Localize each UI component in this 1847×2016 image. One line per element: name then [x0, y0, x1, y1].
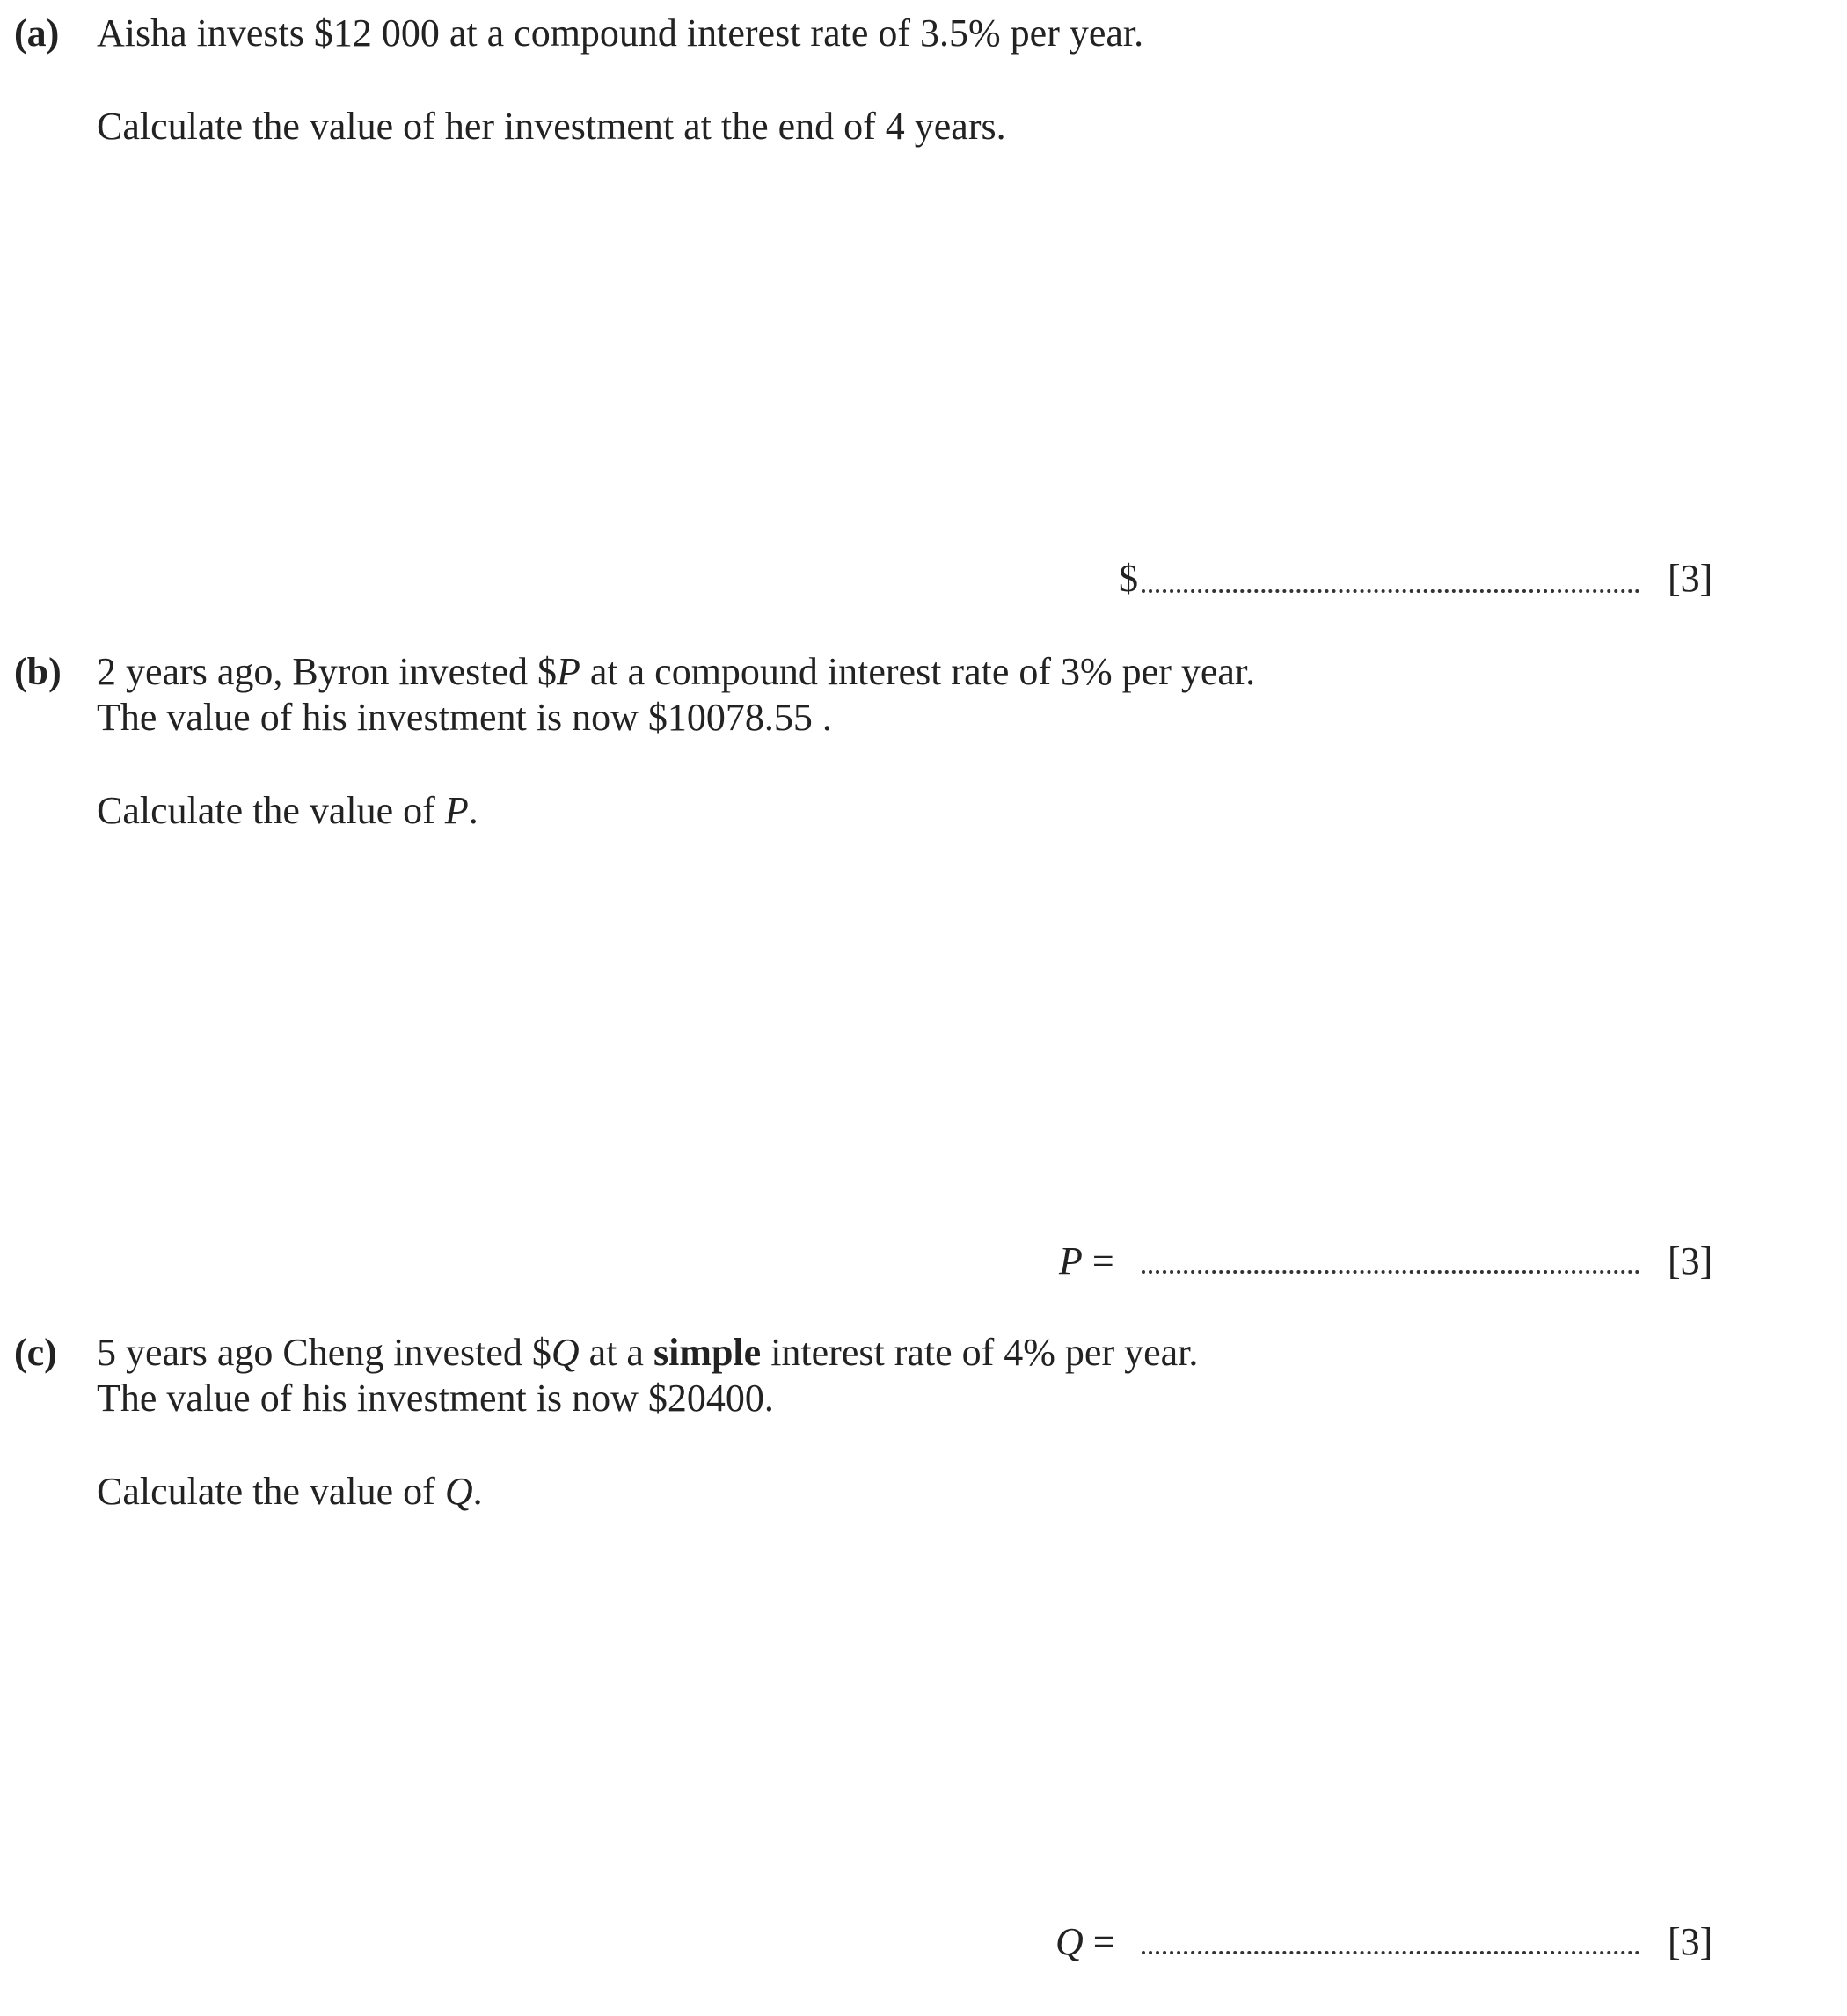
part-a-answer-field[interactable]: [1142, 589, 1639, 593]
part-c-answer-variable: Q: [1055, 1920, 1084, 1963]
part-a-marks: [3]: [1668, 557, 1713, 600]
part-b-label: (b): [14, 650, 62, 693]
part-a-instruction-text: Calculate the value of her investment at the end of 4 years.: [97, 105, 1006, 148]
part-c-marks: [3]: [1668, 1920, 1713, 1963]
part-b-marks: [3]: [1668, 1239, 1713, 1282]
part-b-instruction-line: [97, 789, 478, 832]
part-a-question-text: Aisha invests $12 000 at a compound interest rate of 3.5% per year.: [97, 11, 1144, 55]
part-c-answer-equals: =: [1083, 1920, 1115, 1963]
part-c-emphasis: simple: [653, 1331, 762, 1374]
part-c-variable: Q: [444, 1470, 473, 1513]
part-c-text-segment: at a: [579, 1331, 653, 1374]
part-a-instruction-line: [97, 107, 1006, 146]
part-b-answer-field[interactable]: [1142, 1270, 1639, 1274]
part-b-variable: P: [444, 789, 469, 832]
part-c-text-segment: interest rate of 4% per year.: [761, 1331, 1199, 1374]
part-a-question-line: [97, 11, 1144, 55]
part-b-answer-prefix: [1059, 1239, 1114, 1282]
part-b-text-segment: 2 years ago, Byron invested $: [97, 650, 557, 693]
part-b-question-line-2: [97, 698, 832, 737]
part-c-variable: Q: [551, 1331, 580, 1374]
part-c-answer-field[interactable]: [1142, 1951, 1639, 1954]
part-c-instruction-line: [97, 1472, 483, 1511]
part-b-answer-equals: =: [1082, 1239, 1114, 1282]
part-b-question-line-1: [97, 650, 1256, 693]
part-b-text-segment: The value of his investment is now $10078.55 .: [97, 696, 832, 739]
part-c-question-line-2: [97, 1379, 774, 1418]
part-c-text-segment: Calculate the value of: [97, 1470, 445, 1513]
part-b-answer-variable: P: [1059, 1239, 1083, 1282]
part-c-text-segment: .: [472, 1470, 483, 1513]
part-c-question-line-1: [97, 1333, 1198, 1372]
part-b-text-segment: Calculate the value of: [97, 789, 445, 832]
part-c-answer-prefix: [1055, 1920, 1115, 1963]
part-b-variable: P: [557, 650, 580, 693]
part-a-label: (a): [14, 11, 60, 55]
part-c-text-segment: 5 years ago Cheng invested $: [97, 1331, 551, 1374]
part-c-label: (c): [14, 1331, 57, 1374]
part-a-answer-prefix: $: [1119, 557, 1138, 600]
part-b-text-segment: .: [468, 789, 478, 832]
part-b-text-segment: at a compound interest rate of 3% per year.: [580, 650, 1256, 693]
part-c-text-segment: The value of his investment is now $20400.: [97, 1377, 774, 1420]
